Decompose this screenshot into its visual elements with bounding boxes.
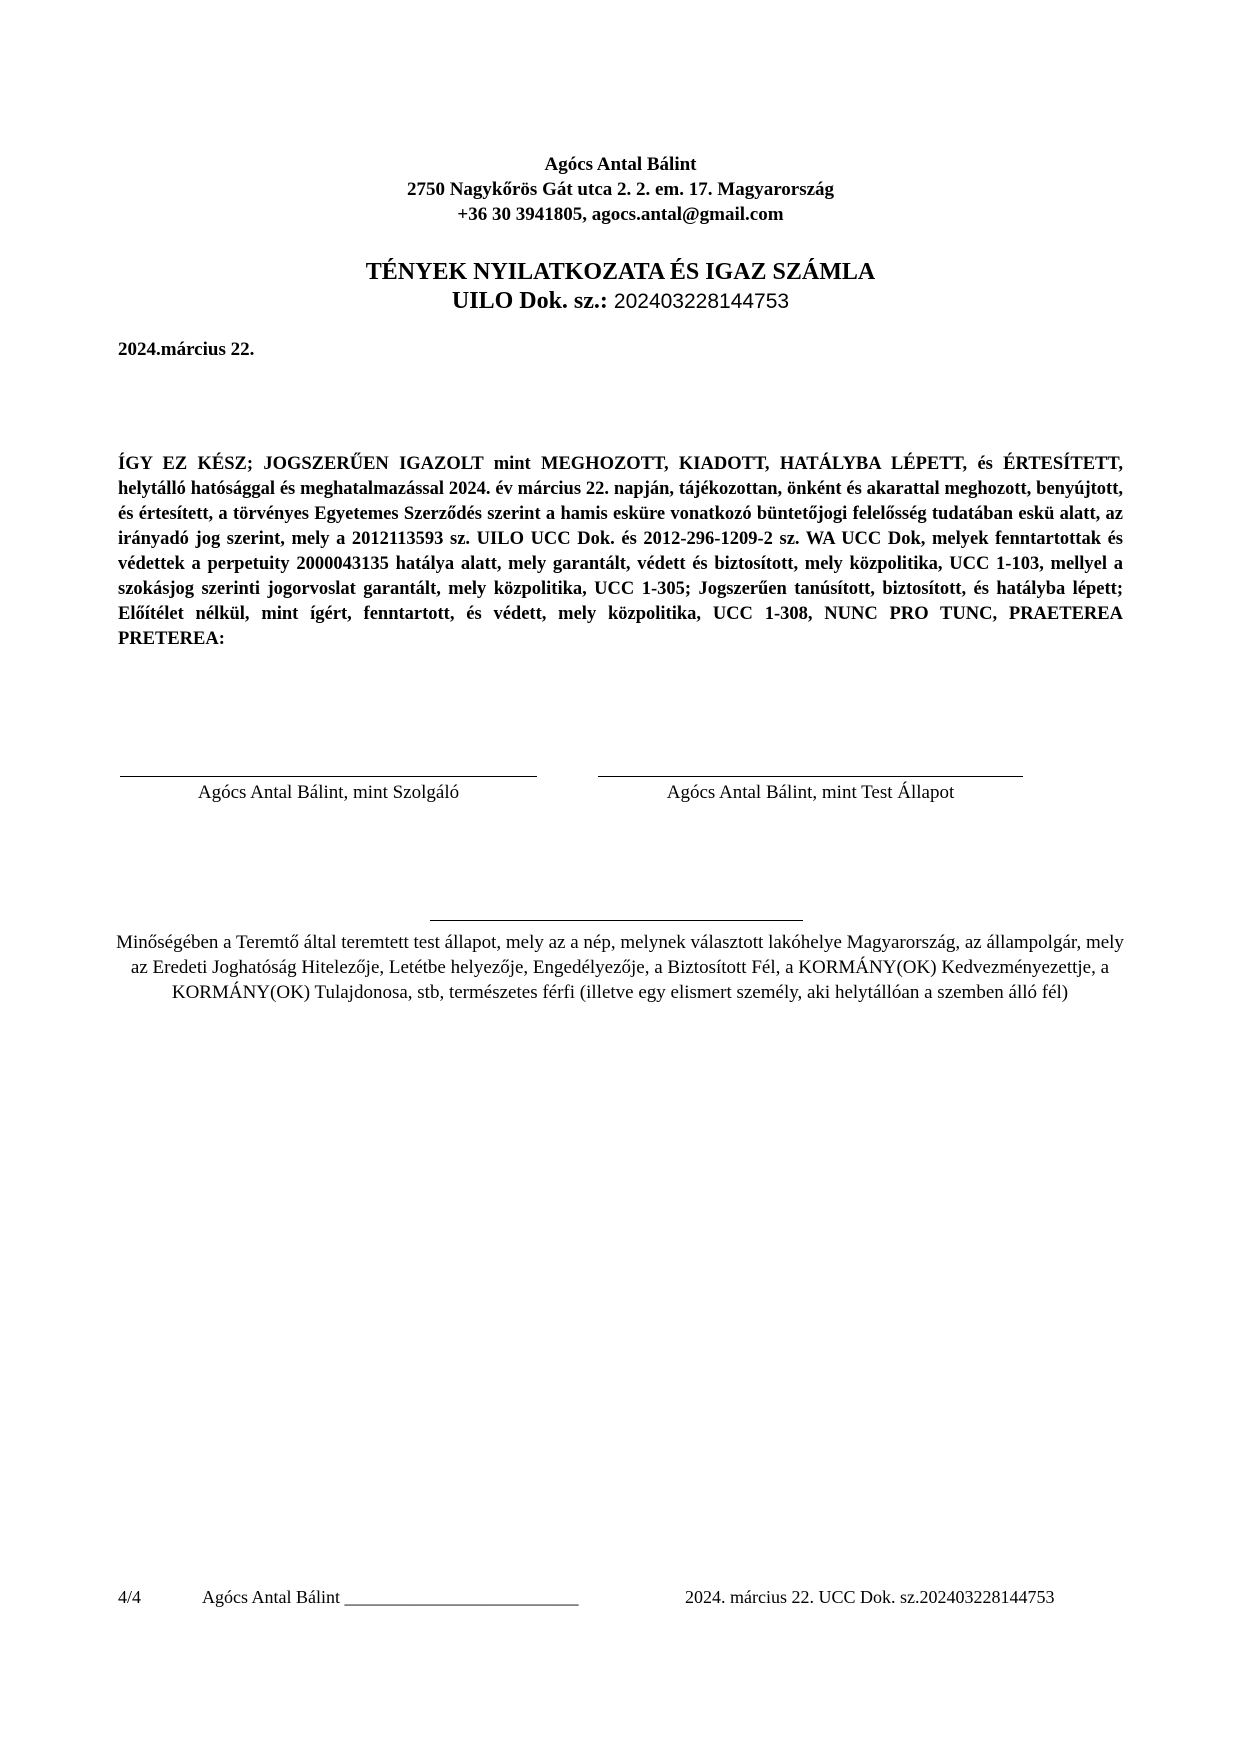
sender-address: 2750 Nagykőrös Gát utca 2. 2. em. 17. Magyarország	[406, 179, 835, 200]
signature-line-body-state	[598, 776, 1023, 777]
title-line: TÉNYEK NYILATKOZATA ÉS IGAZ SZÁMLA	[365, 259, 876, 285]
document-number-value: 202403228144753	[613, 290, 790, 313]
signature-line-capacity	[430, 920, 803, 921]
document-date: 2024.március 22.	[118, 339, 255, 360]
document-number-line	[0, 287, 1241, 316]
capacity-statement: Minőségében a Teremtő által teremtett test állapot, mely az a nép, melynek választott lakóhelye Magyarország, az állampolgár, mely az Eredeti Joghatóság Hitelezője, Letétbe helyezője, Engedélyezője, a Biztosított Fél, a KORMÁNY(OK) Kedvezményezettje, a KORMÁNY(OK) Tulajdonosa, stb, természetes férfi (illetve egy elismert személy, aki helytállóan a szemben álló fél)	[116, 932, 1124, 1003]
signature-label-body-state: Agócs Antal Bálint, mint Test Állapot	[666, 782, 955, 803]
signature-line-servant	[120, 776, 537, 777]
sender-name: Agócs Antal Bálint	[544, 154, 697, 175]
footer-date-docnum: 2024. március 22. UCC Dok. sz.202403228144753	[685, 1587, 1055, 1607]
document-number-label: UILO Dok. sz.:	[451, 288, 608, 314]
sender-contact: +36 30 3941805, agocs.antal@gmail.com	[457, 204, 784, 225]
sender-header	[0, 152, 1241, 227]
footer-signature	[202, 1587, 579, 1608]
footer-name: Agócs Antal Bálint	[202, 1587, 340, 1607]
declaration-paragraph: ÍGY EZ KÉSZ; JOGSZERŰEN IGAZOLT mint MEGHOZOTT, KIADOTT, HATÁLYBA LÉPETT, és ÉRTESÍTETT, helytálló hatósággal és meghatalmazással 2024. év március 22. napján, tájékozottan, önként és akarattal meghozott, benyújtott, és értesített, a törvényes Egyetemes Szerződés szerint a hamis esküre vonatkozó büntetőjogi felelősség tudatában eskü alatt, az irányadó jog szerint, mely a 2012113593 sz. UILO UCC Dok. és 2012-296-1209-2 sz. WA UCC Dok, melyek fenntartottak és védettek a perpetuity 2000043135 hatálya alatt, mely garantált, védett és biztosított, mely közpolitika, UCC 1-103, mellyel a szokásjog szerinti jogorvoslat garantált, mely közpolitika, UCC 1-305; Jogszerűen tanúsított, biztosított, és hatályba lépett; Előítélet nélkül, mint ígért, fenntartott, és védett, mely közpolitika, UCC 1-308, NUNC PRO TUNC, PRAETEREA PRETEREA:	[118, 454, 1123, 649]
footer-signature-blank: __________________________	[344, 1587, 579, 1607]
document-title	[0, 258, 1241, 316]
page-number: 4/4	[118, 1587, 142, 1607]
signature-label-servant: Agócs Antal Bálint, mint Szolgáló	[197, 782, 460, 803]
